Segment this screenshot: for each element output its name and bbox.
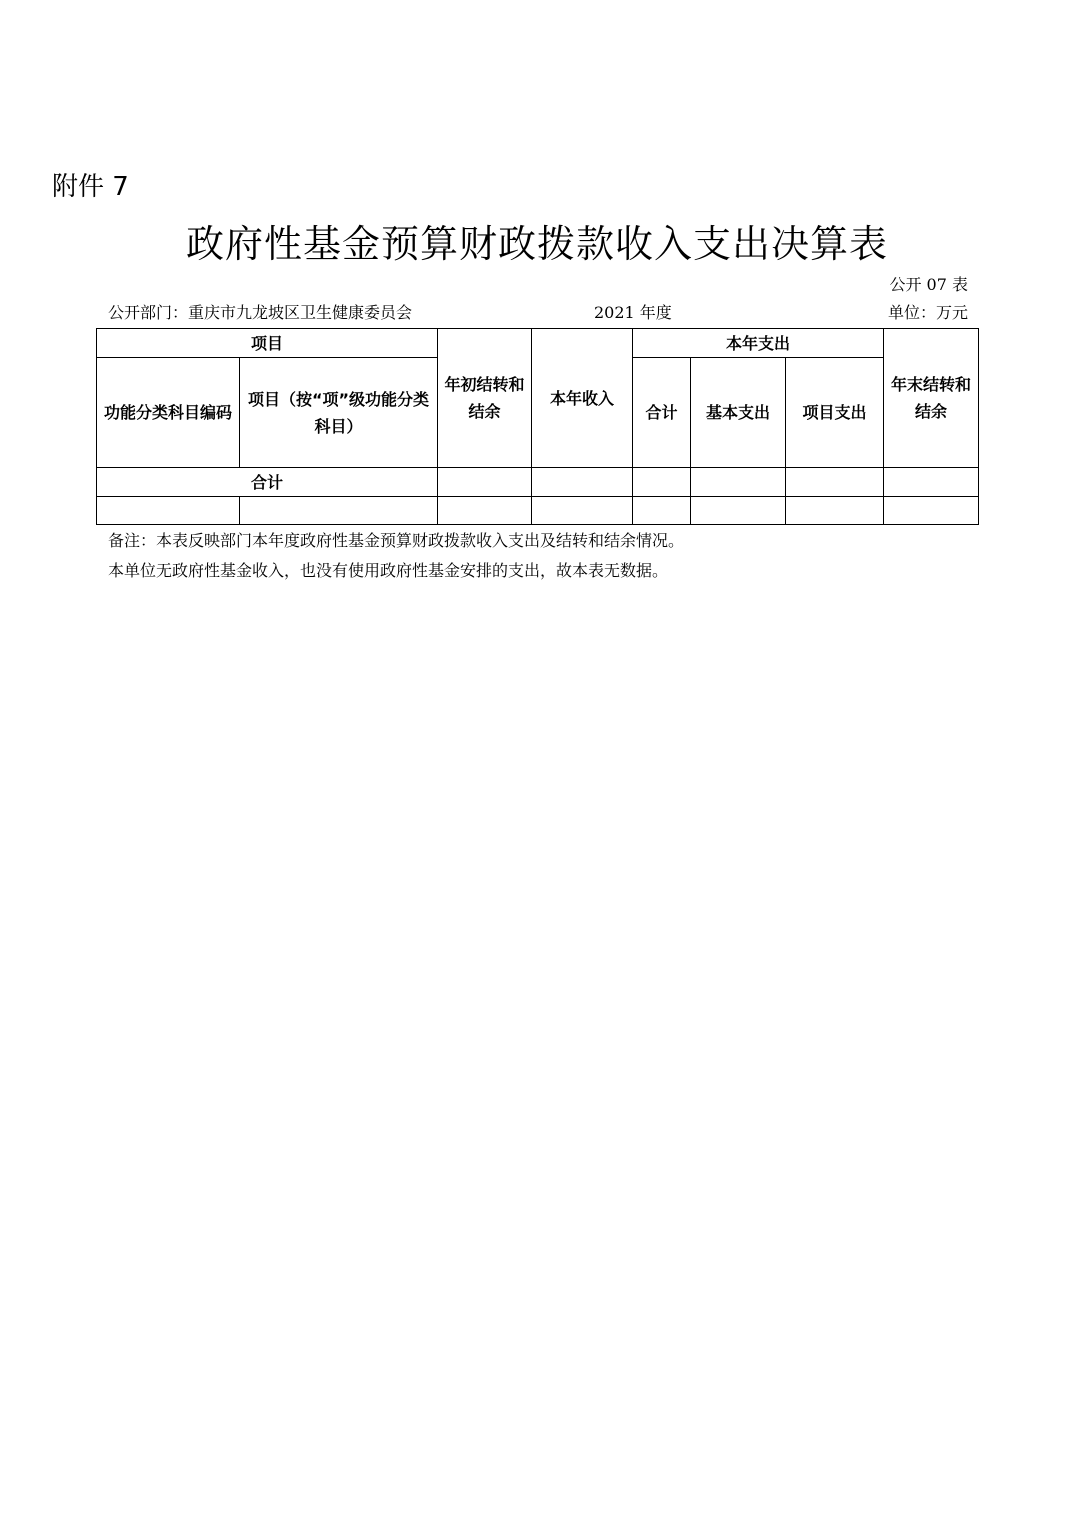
header-closing-balance: 年末结转和结余	[884, 329, 979, 468]
attachment-label: 附件 7	[52, 172, 129, 202]
table-number: 公开 07 表	[889, 275, 968, 294]
total-row	[97, 468, 979, 497]
header-opening-balance: 年初结转和结余	[438, 329, 532, 468]
header-basic-expense: 基本支出	[691, 358, 786, 468]
header-row-1	[97, 329, 979, 358]
note-line-1: 备注：本表反映部门本年度政府性基金预算财政拨款收入支出及结转和结余情况。	[108, 531, 685, 550]
table-cell	[884, 497, 979, 525]
meta-row	[108, 302, 968, 324]
table-cell	[532, 468, 633, 497]
year-label: 2021 年度	[594, 303, 672, 322]
table-cell	[532, 497, 633, 525]
note-line-2: 本单位无政府性基金收入，也没有使用政府性基金安排的支出，故本表无数据。	[108, 561, 669, 580]
header-expense-total: 合计	[633, 358, 691, 468]
table-cell	[786, 468, 884, 497]
table-cell	[691, 468, 786, 497]
header-project-name: 项目（按“项”级功能分类科目）	[240, 358, 438, 468]
table-row	[97, 497, 979, 525]
table-cell	[633, 468, 691, 497]
table-cell	[884, 468, 979, 497]
table-cell	[438, 468, 532, 497]
table-cell	[438, 497, 532, 525]
table-cell	[633, 497, 691, 525]
header-function-code: 功能分类科目编码	[97, 358, 240, 468]
header-expense-group: 本年支出	[633, 329, 884, 358]
unit-label: 单位：万元	[887, 303, 968, 322]
header-project-expense: 项目支出	[786, 358, 884, 468]
table-cell	[786, 497, 884, 525]
table-cell	[97, 497, 240, 525]
budget-table	[96, 328, 979, 525]
table-cell	[691, 497, 786, 525]
header-project-group: 项目	[97, 329, 438, 358]
total-row-label: 合计	[97, 468, 438, 497]
page-title: 政府性基金预算财政拨款收入支出决算表	[185, 222, 888, 266]
table-cell	[240, 497, 438, 525]
department-label: 公开部门：重庆市九龙坡区卫生健康委员会	[108, 303, 413, 322]
header-current-income: 本年收入	[532, 329, 633, 468]
